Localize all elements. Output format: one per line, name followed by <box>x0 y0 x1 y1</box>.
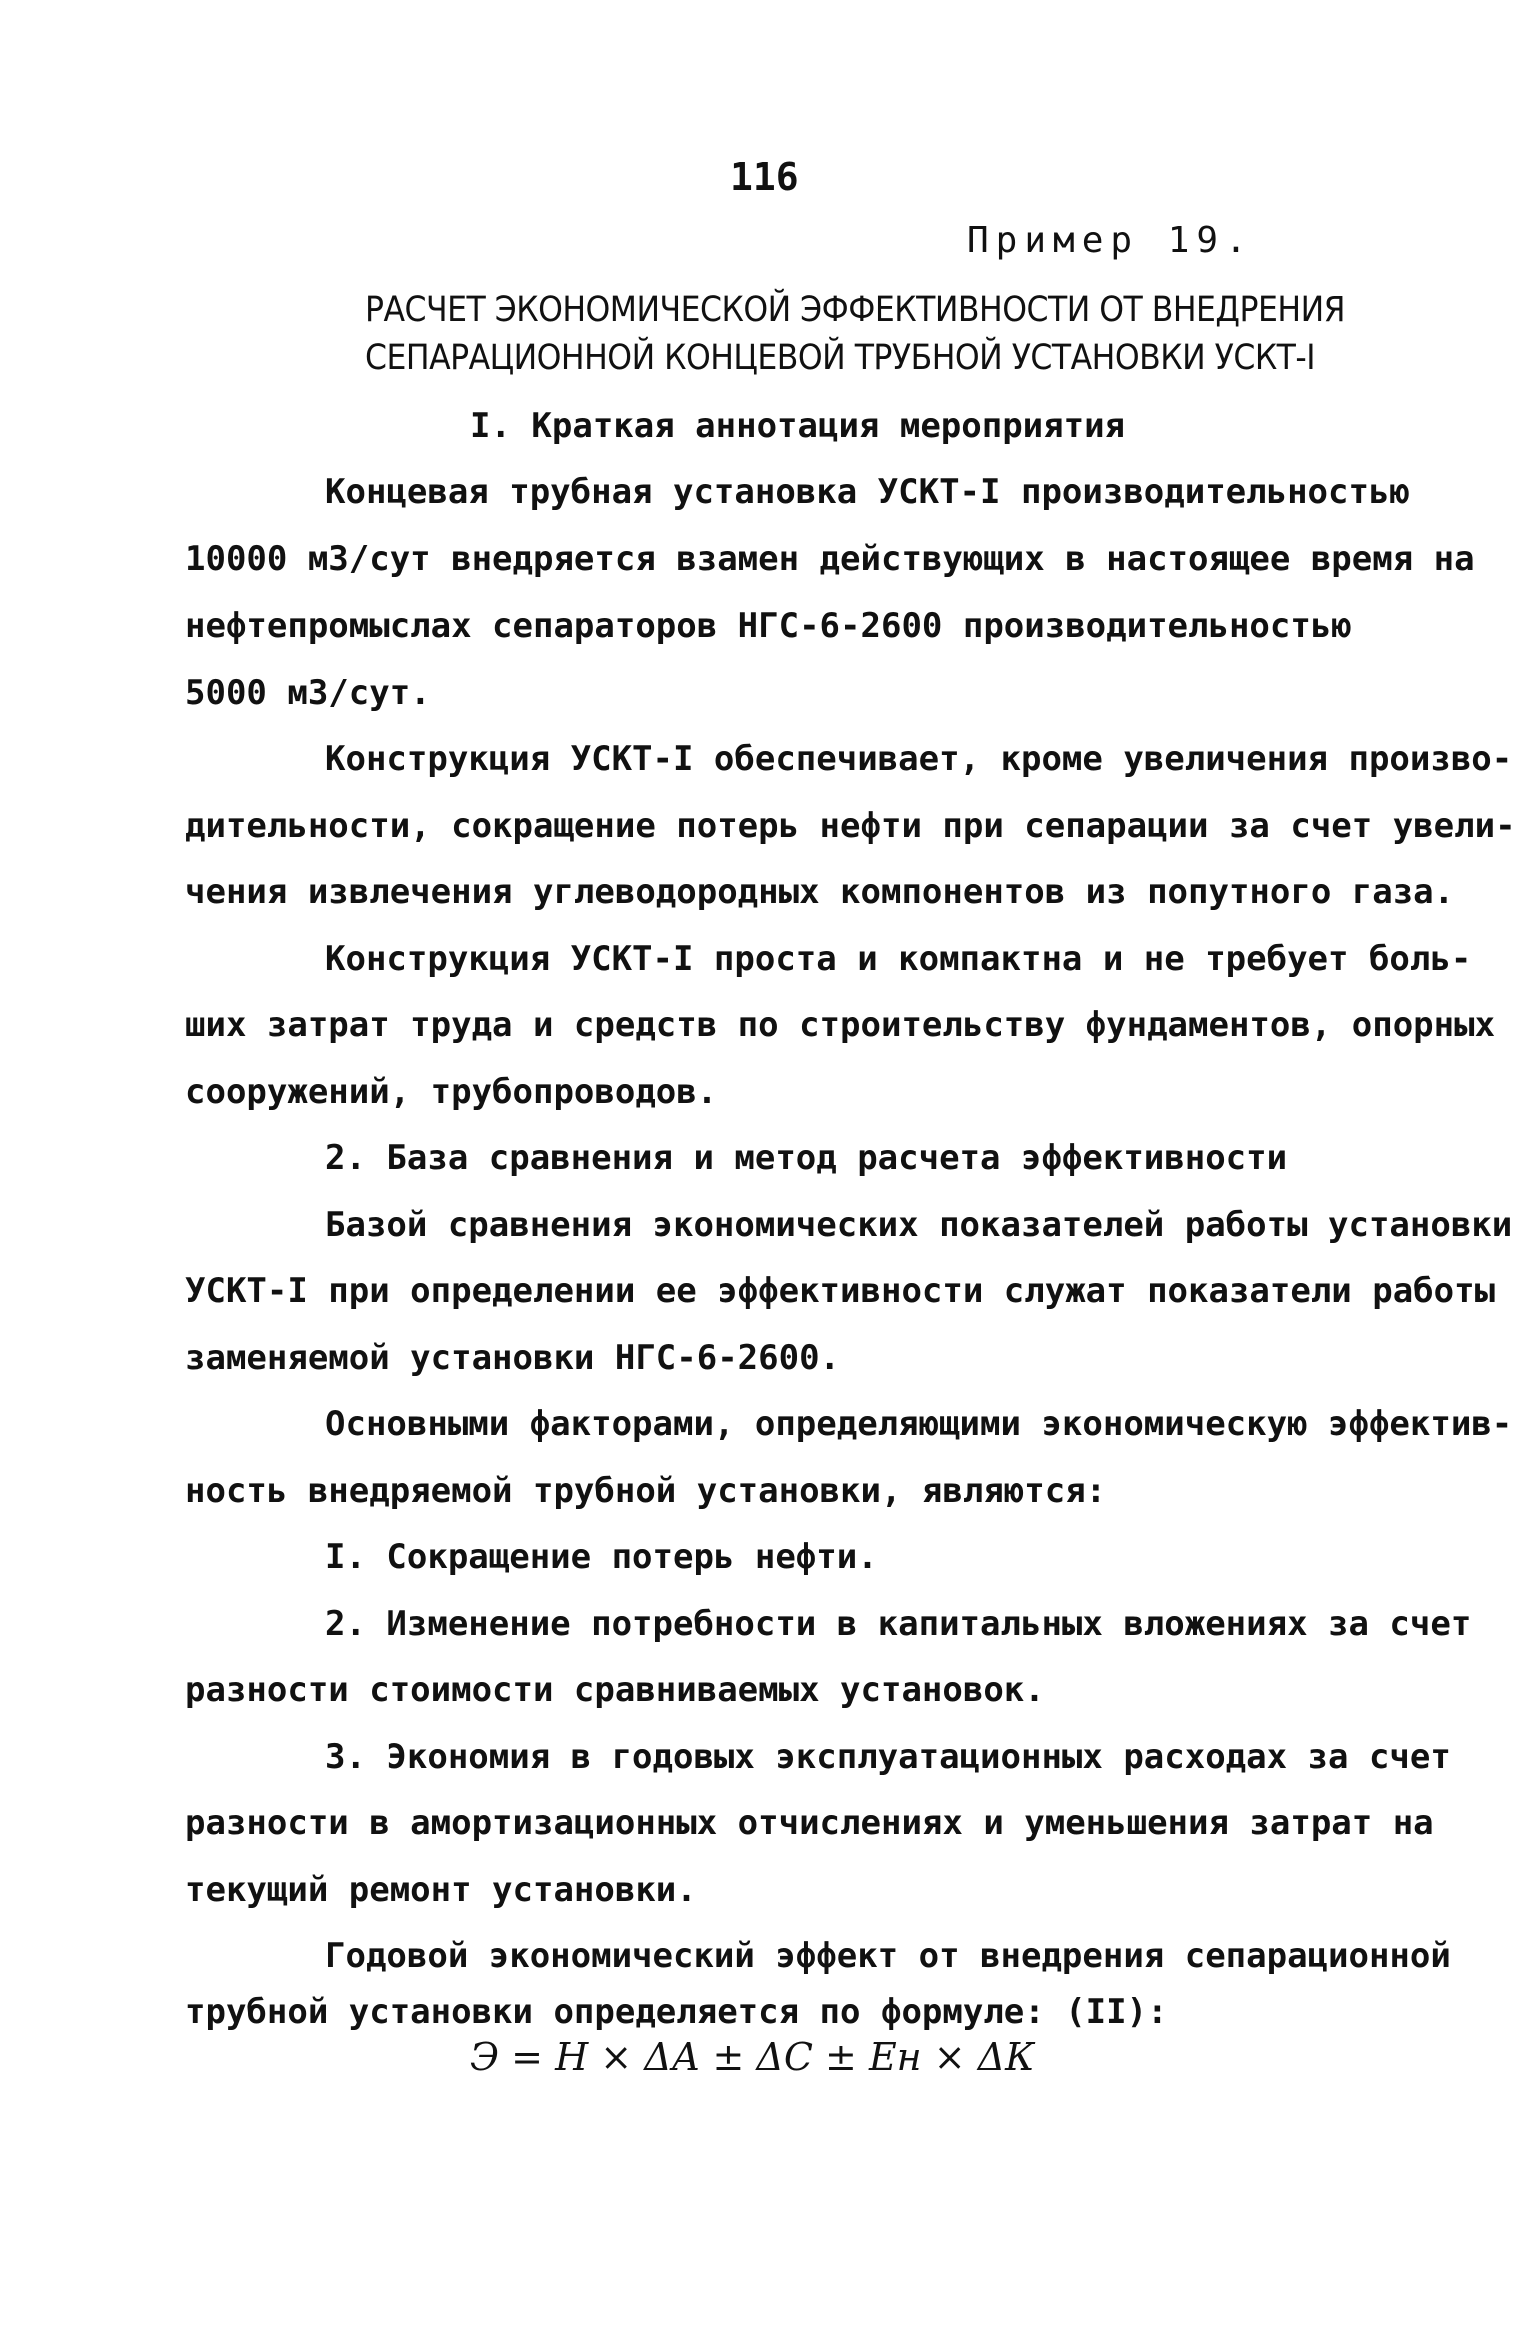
section-2-heading: 2. База сравнения и метод расчета эффективности <box>325 1138 1288 1178</box>
paragraph-line: ших затрат труда и средств по строительству фундаментов, опорных <box>185 1005 1496 1045</box>
paragraph-line: Годовой экономический эффект от внедрения сепарационной <box>325 1936 1451 1976</box>
paragraph-line: нефтепромыслах сепараторов НГС-6-2600 производительностью <box>185 606 1352 646</box>
list-item: 2. Изменение потребности в капитальных вложениях за счет <box>325 1604 1472 1644</box>
paragraph-line: Концевая трубная установка УСКТ-I производительностью <box>325 472 1410 512</box>
paragraph-line: дительности, сокращение потерь нефти при сепарации за счет увели- <box>185 806 1516 846</box>
paragraph-line: трубной установки определяется по формуле: (II): <box>185 1992 1168 2032</box>
list-item: 3. Экономия в годовых эксплуатационных расходах за счет <box>325 1737 1451 1777</box>
paragraph-line: Основными факторами, определяющими экономическую эффектив- <box>325 1404 1513 1444</box>
paragraph-line: Конструкция УСКТ-I проста и компактна и не требует боль- <box>325 939 1472 979</box>
paragraph-line: 5000 м3/сут. <box>185 673 431 713</box>
paragraph-line: Базой сравнения экономических показателей работы установки <box>325 1205 1513 1245</box>
paragraph-line: чения извлечения углеводородных компонентов из попутного газа. <box>185 872 1455 912</box>
paragraph-line: заменяемой установки НГС-6-2600. <box>185 1338 841 1378</box>
list-item-continuation: текущий ремонт установки. <box>185 1870 697 1910</box>
title-line-1: РАСЧЕТ ЭКОНОМИЧЕСКОЙ ЭФФЕКТИВНОСТИ ОТ ВНЕДРЕНИЯ <box>365 290 1346 330</box>
paragraph-line: 10000 м3/сут внедряется взамен действующих в настоящее время на <box>185 539 1475 579</box>
example-label: Пример 19. <box>967 220 1254 261</box>
section-1-heading: I. Краткая аннотация мероприятия <box>470 406 1126 446</box>
list-item-continuation: разности в амортизационных отчислениях и уменьшения затрат на <box>185 1803 1434 1843</box>
paragraph-line: ность внедряемой трубной установки, являются: <box>185 1471 1107 1511</box>
paragraph-line: сооружений, трубопроводов. <box>185 1072 718 1112</box>
list-item: I. Сокращение потерь нефти. <box>325 1537 878 1577</box>
title-line-2: СЕПАРАЦИОННОЙ КОНЦЕВОЙ ТРУБНОЙ УСТАНОВКИ УСКТ-I <box>365 338 1316 378</box>
formula: Э = Н × ΔА ± ΔС ± Ен × ΔК <box>470 2035 1035 2079</box>
page-number: 116 <box>730 155 799 199</box>
paragraph-line: Конструкция УСКТ-I обеспечивает, кроме увеличения произво- <box>325 739 1513 779</box>
paragraph-line: УСКТ-I при определении ее эффективности служат показатели работы <box>185 1271 1496 1311</box>
list-item-continuation: разности стоимости сравниваемых установок. <box>185 1670 1045 1710</box>
